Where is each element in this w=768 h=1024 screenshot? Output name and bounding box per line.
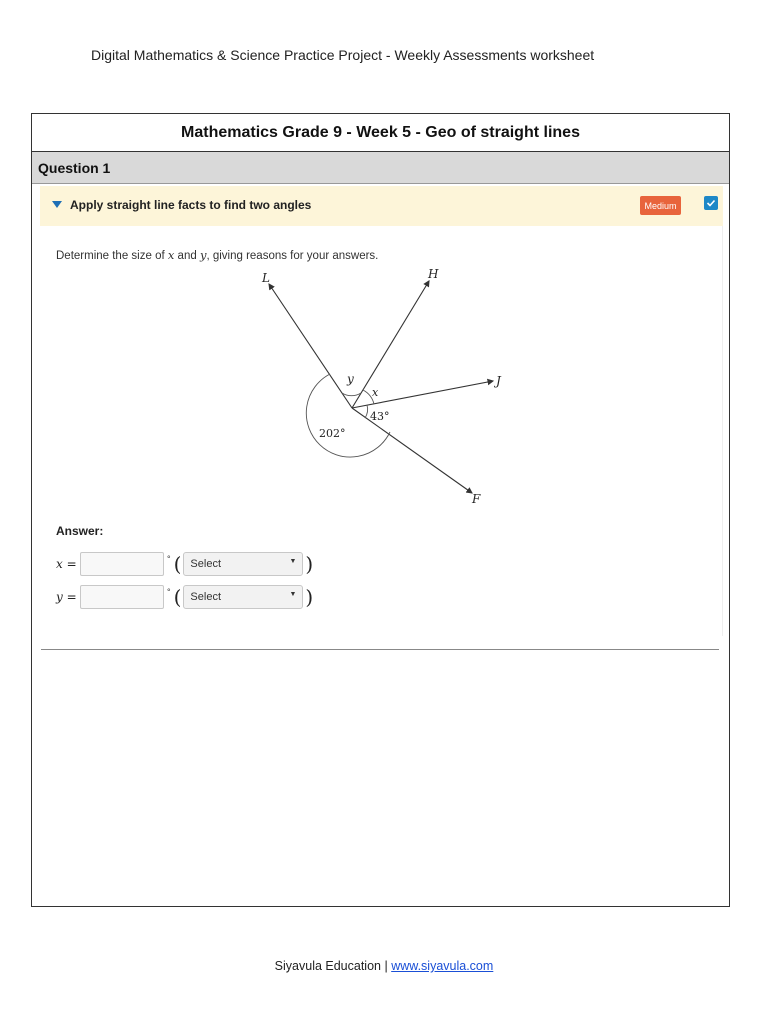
x-reason-select[interactable]: Select ▼ [183,552,303,576]
label-J: J [496,374,501,388]
divider [41,649,719,650]
open-paren: ( [173,585,182,609]
label-y: y [347,372,354,386]
answer-row-x [56,551,313,577]
question-title: Apply straight line facts to find two angles [70,198,312,212]
label-202: 202° [319,427,346,440]
footer-link[interactable]: www.siyavula.com [391,959,494,973]
difficulty-badge: Medium [640,196,681,215]
question-panel [40,186,723,636]
label-43: 43° [370,410,390,423]
arc-43 [365,405,368,418]
answer-row-y [56,584,313,610]
x-answer-input[interactable] [80,552,164,576]
question-prompt: Determine the size of x and y, giving reasons for your answers. [56,248,379,262]
question-body [40,226,723,636]
close-paren: ) [305,552,314,576]
footer [0,959,768,973]
ray-H [352,281,429,408]
y-reason-select[interactable]: Select ▼ [183,585,303,609]
dropdown-arrow-icon: ▼ [289,591,297,598]
arc-y [342,393,361,396]
angle-diagram [40,226,723,526]
degree-sign: ° [167,554,171,564]
var-label-x: x = [56,557,77,571]
open-paren: ( [173,552,182,576]
question-header[interactable] [40,186,723,226]
degree-sign: ° [167,587,171,597]
label-H: H [428,267,439,281]
footer-org: Siyavula Education | [274,959,392,973]
page-header: Digital Mathematics & Science Practice Project - Weekly Assessments worksheet [91,47,595,63]
worksheet-box [31,113,730,907]
checkbox-check-icon[interactable] [704,196,718,210]
label-L: L [262,271,270,285]
var-label-y: y = [56,590,77,604]
label-x: x [372,386,379,399]
worksheet-title: Mathematics Grade 9 - Week 5 - Geo of straight lines [32,114,729,152]
question-label: Question 1 [32,152,729,184]
answer-label: Answer: [56,524,104,538]
dropdown-arrow-icon: ▼ [289,558,297,565]
y-answer-input[interactable] [80,585,164,609]
ray-L [269,284,352,408]
close-paren: ) [305,585,314,609]
collapse-triangle-icon[interactable] [52,201,62,208]
label-F: F [472,492,481,506]
